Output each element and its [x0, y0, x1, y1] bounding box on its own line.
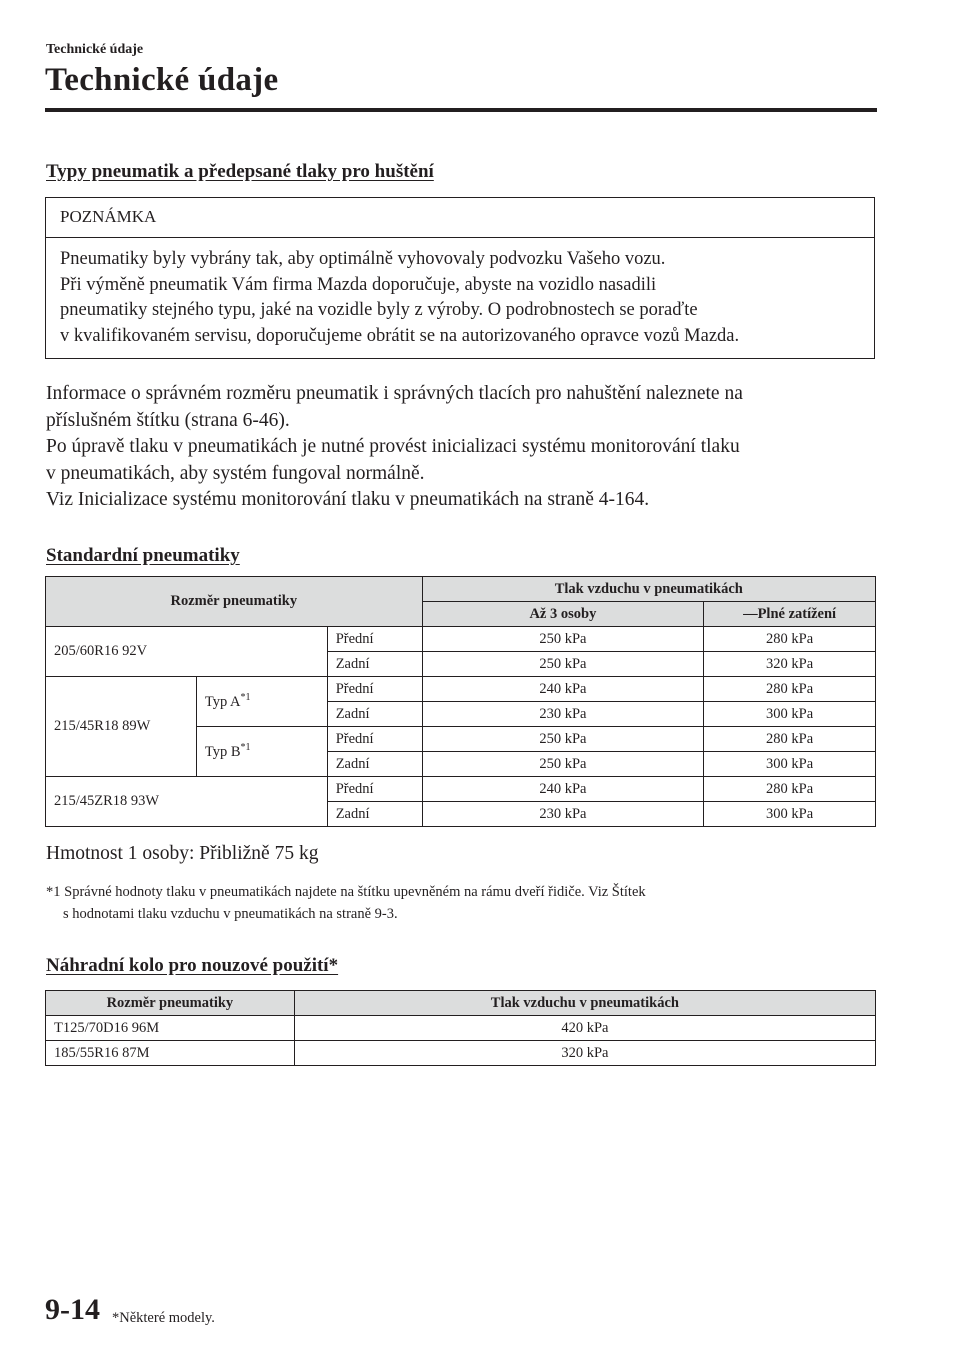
table-row [46, 777, 876, 802]
section-heading-tyre-types: Typy pneumatik a předepsané tlaky pro huštění [46, 161, 434, 182]
section-heading-standard-tyres: Standardní pneumatiky [46, 545, 240, 566]
cell-position: Zadní [327, 802, 422, 827]
table-row [46, 677, 876, 702]
cell-size: 205/60R16 92V [46, 627, 328, 677]
cell-position: Zadní [327, 702, 422, 727]
footnote-ref: *1 [240, 742, 251, 754]
cell-pressure-full: 300 kPa [704, 702, 876, 727]
section-heading-spare-wheel: Náhradní kolo pro nouzové použití* [46, 955, 339, 976]
cell-position: Zadní [327, 752, 422, 777]
standard-tyre-table [45, 576, 876, 827]
footnote-ref: *1 [240, 692, 251, 704]
cell-type [196, 727, 327, 777]
cell-pressure-full: 280 kPa [704, 627, 876, 652]
table-row [46, 1041, 876, 1066]
cell-position: Zadní [327, 652, 422, 677]
table-header-row [46, 577, 876, 602]
header-tyre-pressure: Tlak vzduchu v pneumatikách [294, 991, 875, 1016]
person-weight-note: Hmotnost 1 osoby: Přibližně 75 kg [46, 843, 319, 864]
note-line: pneumatiky stejného typu, jaké na vozidle byly z výroby. O podrobnostech se poraďte [60, 300, 698, 320]
paragraph-line: Informace o správném rozměru pneumatik i správných tlacích pro nahuštění naleznete na [46, 383, 743, 404]
cell-size: 215/45R18 89W [46, 677, 197, 777]
footnote-line: s hodnotami tlaku vzduchu v pneumatikách na straně 9-3. [63, 906, 398, 922]
cell-position: Přední [327, 677, 422, 702]
note-line: v kvalifikovaném servisu, doporučujeme obrátit se na autorizovaného opravce vozů Mazda. [60, 325, 740, 346]
table-row [46, 1016, 876, 1041]
footer-note: *Některé modely. [112, 1310, 215, 1326]
footnote [46, 881, 646, 925]
cell-pressure-3: 250 kPa [422, 652, 704, 677]
title-divider [45, 108, 877, 112]
page-title: Technické údaje [45, 62, 279, 98]
note-line: Pneumatiky byly vybrány tak, aby optimálně vyhovovaly podvozku Vašeho vozu. [60, 249, 666, 269]
cell-pressure-full: 300 kPa [704, 752, 876, 777]
paragraph-line: Po úpravě tlaku v pneumatikách je nutné provést inicializaci systému monitorování tlaku [46, 436, 740, 457]
header-tyre-size: Rozměr pneumatiky [46, 577, 423, 627]
cell-pressure: 320 kPa [294, 1041, 875, 1066]
footnote-line: *1 Správné hodnoty tlaku v pneumatikách najdete na štítku upevněném na rámu dveří řidiče. Viz Štítek [46, 884, 646, 900]
cell-size: T125/70D16 96M [46, 1016, 295, 1041]
note-box [45, 197, 875, 359]
cell-pressure-3: 230 kPa [422, 802, 704, 827]
cell-pressure-full: 280 kPa [704, 777, 876, 802]
note-body [46, 238, 874, 349]
table-header-row [46, 991, 876, 1016]
cell-pressure-3: 240 kPa [422, 677, 704, 702]
type-label: Typ A [204, 693, 241, 710]
cell-pressure-full: 280 kPa [704, 677, 876, 702]
cell-pressure-full: 300 kPa [704, 802, 876, 827]
cell-pressure: 420 kPa [294, 1016, 875, 1041]
cell-pressure-3: 230 kPa [422, 702, 704, 727]
cell-position: Přední [327, 727, 422, 752]
cell-position: Přední [327, 627, 422, 652]
paragraph-line: Viz Inicializace systému monitorování tlaku v pneumatikách na straně 4-164. [46, 489, 650, 510]
cell-pressure-3: 250 kPa [422, 627, 704, 652]
table-row [46, 627, 876, 652]
cell-type [196, 677, 327, 727]
header-tyre-size: Rozměr pneumatiky [46, 991, 295, 1016]
paragraph-line: v pneumatikách, aby systém fungoval normálně. [46, 462, 425, 484]
info-paragraph [46, 381, 876, 514]
cell-pressure-full: 320 kPa [704, 652, 876, 677]
running-header: Technické údaje [46, 42, 144, 57]
header-up-to-3: Až 3 osoby [422, 602, 704, 627]
header-tyre-pressure: Tlak vzduchu v pneumatikách [422, 577, 875, 602]
paragraph-line: příslušném štítku (strana 6-46). [46, 409, 290, 431]
header-full-load: —Plné zatížení [704, 602, 876, 627]
cell-size: 185/55R16 87M [46, 1041, 295, 1066]
cell-pressure-3: 250 kPa [422, 727, 704, 752]
page-number: 9-14 [45, 1293, 100, 1326]
type-label: Typ B [204, 743, 241, 760]
note-heading: POZNÁMKA [46, 198, 874, 238]
cell-pressure-full: 280 kPa [704, 727, 876, 752]
note-line: Při výměně pneumatik Vám firma Mazda doporučuje, abyste na vozidlo nasadili [60, 274, 657, 295]
cell-size: 215/45ZR18 93W [46, 777, 328, 827]
cell-pressure-3: 250 kPa [422, 752, 704, 777]
cell-position: Přední [327, 777, 422, 802]
cell-pressure-3: 240 kPa [422, 777, 704, 802]
spare-tyre-table [45, 990, 876, 1066]
